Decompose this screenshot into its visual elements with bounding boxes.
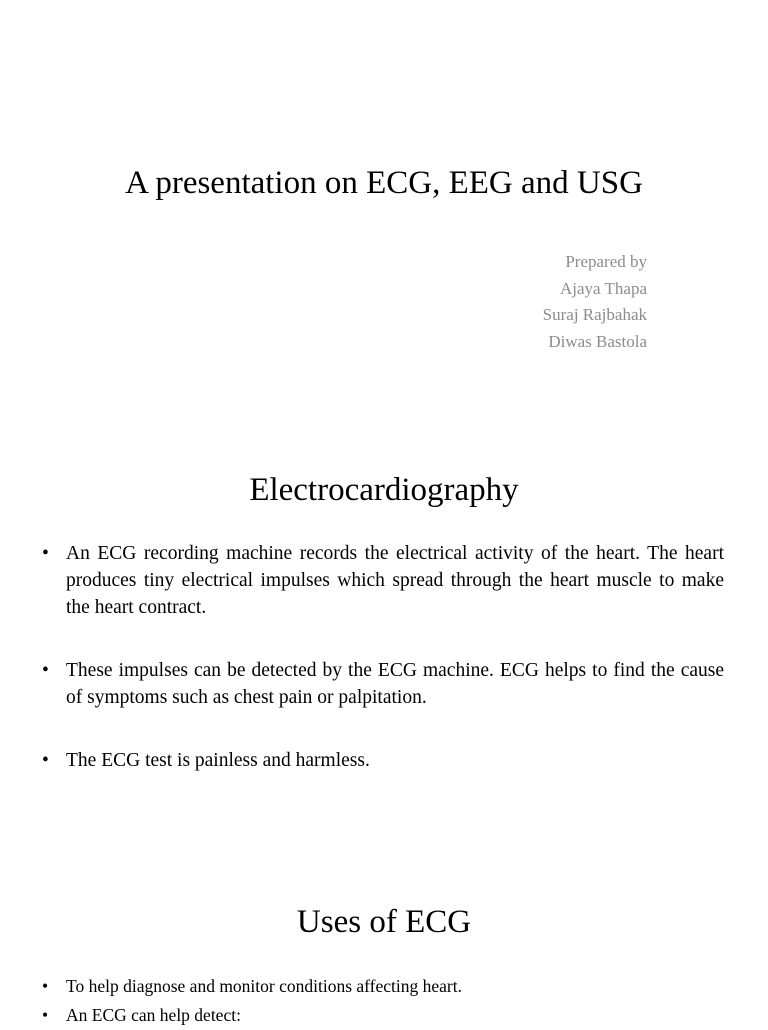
list-item <box>42 972 724 1001</box>
bullet-text: An ECG recording machine records the electrical activity of the heart. The heart produces tiny electrical impulses which spread through the heart muscle to make the heart contract. <box>66 543 724 618</box>
bullet-icon: • <box>42 543 49 564</box>
bullet-text: These impulses can be detected by the ECG machine. ECG helps to find the cause of symptoms such as chest pain or palpitation. <box>66 660 724 708</box>
list-item <box>42 747 724 774</box>
presentation-title: A presentation on ECG, EEG and USG <box>125 165 643 201</box>
slide-title: Uses of ECG <box>296 904 472 940</box>
author-name: Suraj Rajbahak <box>542 305 647 324</box>
bullet-text: To help diagnose and monitor conditions affecting heart. <box>66 976 462 996</box>
electrocardiography-slide <box>0 432 768 864</box>
bullet-icon: • <box>42 976 49 996</box>
bullet-text: The ECG test is painless and harmless. <box>66 750 370 771</box>
title-slide <box>0 0 768 432</box>
prepared-by-label: Prepared by <box>565 252 647 271</box>
list-item <box>42 540 724 621</box>
slide-title: Electrocardiography <box>249 472 519 508</box>
authors-block <box>543 249 647 355</box>
author-name: Diwas Bastola <box>548 331 647 351</box>
list-item <box>42 1001 724 1030</box>
bullet-icon: • <box>42 750 49 771</box>
uses-of-ecg-slide <box>0 864 768 1024</box>
bullet-icon: • <box>42 1005 49 1025</box>
author-name: Ajaya Thapa <box>559 278 647 298</box>
bullet-text: An ECG can help detect: <box>66 1005 241 1025</box>
list-item <box>42 657 724 711</box>
bullet-list <box>42 972 724 1030</box>
bullet-icon: • <box>42 660 49 681</box>
bullet-list <box>42 540 724 774</box>
